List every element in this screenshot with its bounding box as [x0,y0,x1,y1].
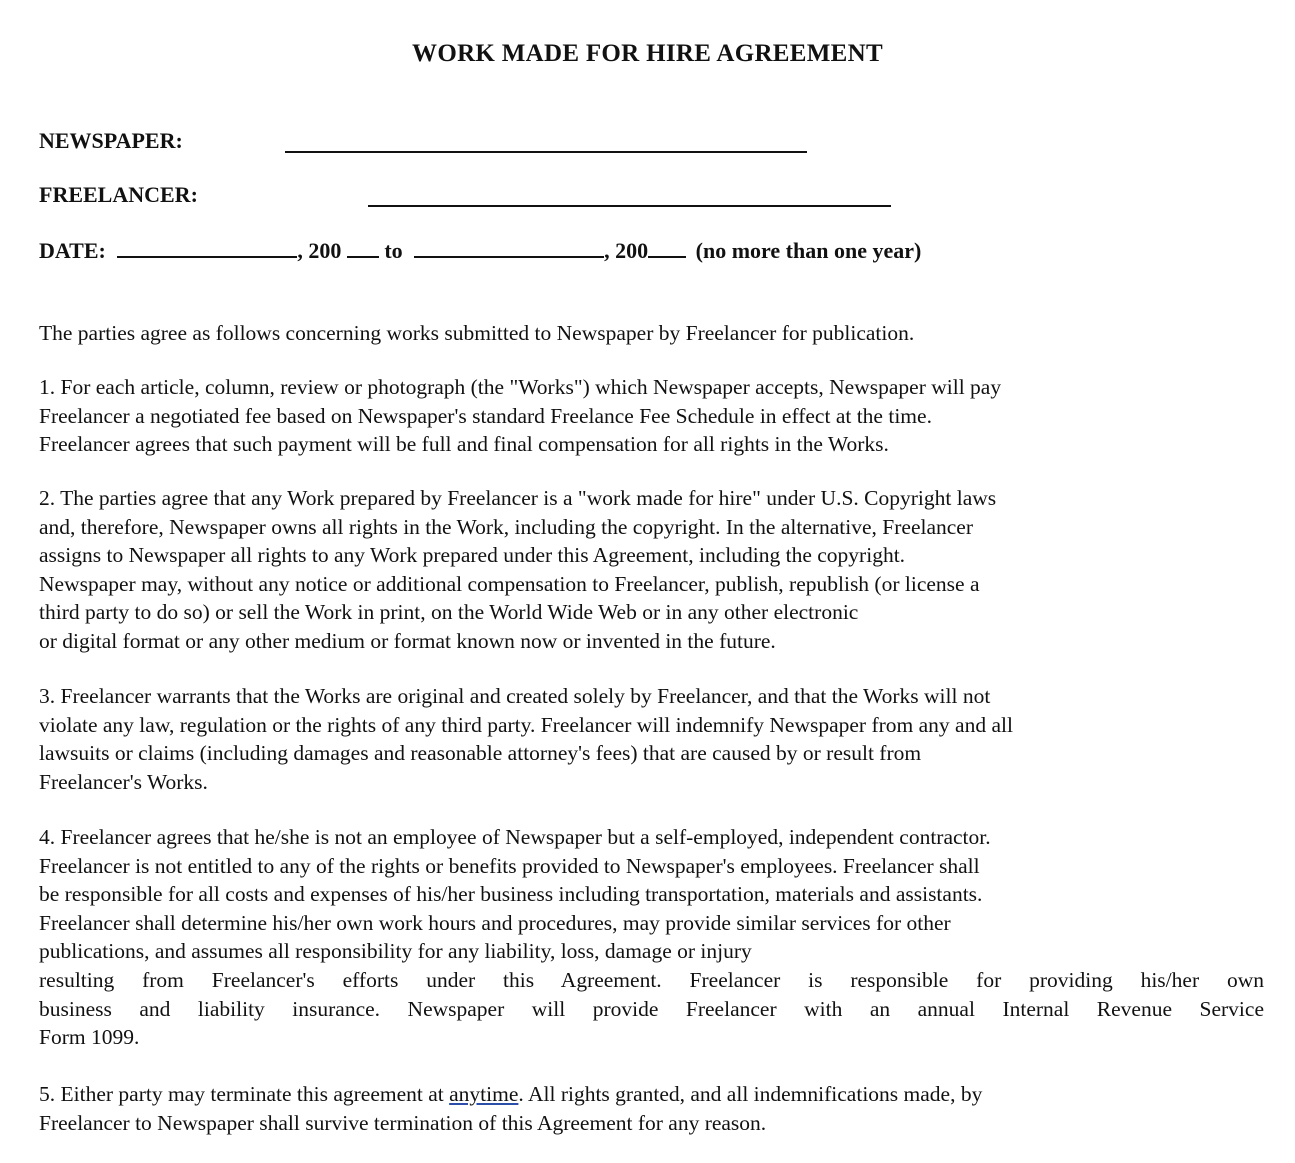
clause-4-line: publications, and assumes all responsibility for any liability, loss, damage or injury [39,939,752,964]
clause-4-line: Form 1099. [39,1025,140,1050]
clause-1-line: Freelancer agrees that such payment will be full and final compensation for all rights in the Works. [39,432,889,457]
newspaper-label: NEWSPAPER: [39,128,183,153]
clause-2-line: Newspaper may, without any notice or additional compensation to Freelancer, publish, republish (or license a [39,571,980,596]
clause-3-line: Freelancer's Works. [39,769,208,794]
end-year-blank [648,236,686,258]
clause-5-text-before: 5. Either party may terminate this agreement at [39,1082,450,1106]
clause-1-line: Freelancer a negotiated fee based on Newspaper's standard Freelance Fee Schedule in effect at the time. [39,403,932,428]
clause-5-text-after: . All rights granted, and all indemnifications made, by [518,1082,983,1106]
clause-3-line: lawsuits or claims (including damages and reasonable attorney's fees) that are caused by or result from [39,741,922,766]
document-title: WORK MADE FOR HIRE AGREEMENT [412,40,883,67]
clause-3-line: 3. Freelancer warrants that the Works are original and created solely by Freelancer, and that the Works will not [39,684,991,708]
clause-4-line: Freelancer shall determine his/her own work hours and procedures, may provide similar services for other [39,910,951,935]
clause-4-line: resulting from Freelancer's efforts under this Agreement. Freelancer is responsible for providing his/her own [39,967,1264,992]
term-note: (no more than one year) [695,238,922,263]
newspaper-blank-line [285,151,807,153]
start-year-blank [347,236,379,258]
clause-4-line: Freelancer is not entitled to any of the rights or benefits provided to Newspaper's employees. Freelancer shall [39,853,980,878]
start-date-blank [117,236,297,258]
clause-3-line: violate any law, regulation or the rights of any third party. Freelancer will indemnify Newspaper from any and all [39,712,1013,737]
clause-4-line: be responsible for all costs and expenses of his/her business including transportation, materials and assistants. [39,882,983,907]
intro-paragraph [39,319,1264,348]
end-date-blank [414,236,604,258]
clause-2-line: third party to do so) or sell the Work in print, on the World Wide Web or in any other electronic [39,600,859,625]
clause-4-line: business and liability insurance. Newspaper will provide Freelancer with an annual Internal Revenue Service [39,996,1264,1021]
clause-3 [39,682,1264,796]
date-label: DATE: [39,238,106,263]
freelancer-label: FREELANCER: [39,182,198,207]
clause-1 [39,373,1264,459]
clause-2-line: assigns to Newspaper all rights to any Work prepared under this Agreement, including the copyright. [39,543,906,568]
end-year-prefix: , 200 [604,238,649,263]
clause-2 [39,484,1264,656]
clause-4-line: 4. Freelancer agrees that he/she is not an employee of Newspaper but a self-employed, independent contractor. [39,825,991,849]
anytime-spellcheck-word[interactable]: anytime [449,1082,519,1106]
to-label: to [384,238,403,263]
start-year-prefix: , 200 [297,238,342,263]
clause-1-line: 1. For each article, column, review or photograph (the "Works") which Newspaper accepts, Newspaper will pay [39,375,1002,399]
clause-5-line [39,1080,1264,1109]
clause-2-line: or digital format or any other medium or format known now or invented in the future. [39,628,776,653]
freelancer-blank-line [368,205,891,207]
date-row [39,236,921,264]
clause-5-line: Freelancer to Newspaper shall survive termination of this Agreement for any reason. [39,1110,767,1135]
clause-4 [39,823,1264,1052]
clause-2-line: 2. The parties agree that any Work prepared by Freelancer is a "work made for hire" under U.S. Copyright laws [39,486,997,510]
clause-5 [39,1080,1264,1137]
intro-line: The parties agree as follows concerning works submitted to Newspaper by Freelancer for publication. [39,321,915,345]
clause-2-line: and, therefore, Newspaper owns all rights in the Work, including the copyright. In the alternative, Freelancer [39,514,974,539]
